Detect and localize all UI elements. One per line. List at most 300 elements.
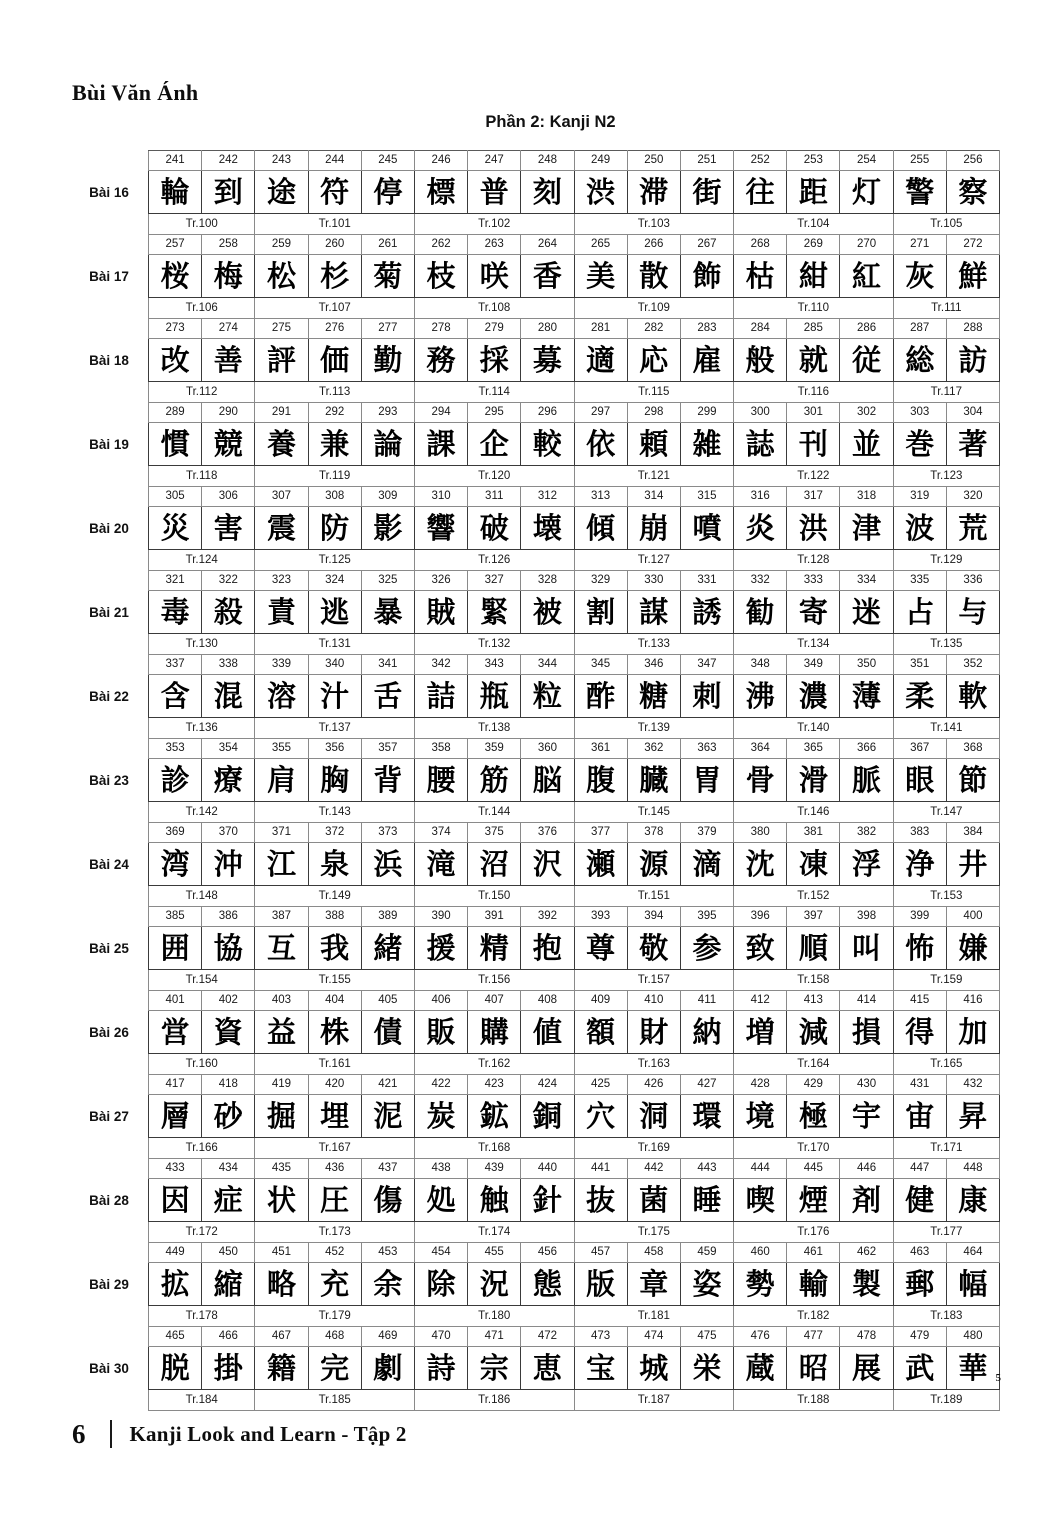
page-ref-cell: Tr.152 <box>734 886 894 907</box>
kanji-character-cell: 菌 <box>627 1179 680 1222</box>
kanji-number-cell: 384 <box>946 823 999 843</box>
kanji-character-cell: 輪 <box>149 171 202 214</box>
lesson-label-spacer <box>70 1138 149 1159</box>
kanji-number-cell: 357 <box>361 739 414 759</box>
number-row <box>70 235 1000 255</box>
page-ref-cell: Tr.103 <box>574 214 734 235</box>
kanji-number-cell: 373 <box>361 823 414 843</box>
kanji-row <box>70 675 1000 718</box>
kanji-character-cell: 責 <box>255 591 308 634</box>
kanji-row <box>70 339 1000 382</box>
kanji-number-cell: 338 <box>202 655 255 675</box>
kanji-number-cell: 297 <box>574 403 627 423</box>
kanji-number-cell: 367 <box>893 739 946 759</box>
kanji-character-cell: 糖 <box>627 675 680 718</box>
kanji-character-cell: 滑 <box>787 759 840 802</box>
kanji-character-cell: 評 <box>255 339 308 382</box>
kanji-character-cell: 就 <box>787 339 840 382</box>
kanji-character-cell: 完 <box>308 1347 361 1390</box>
kanji-number-cell: 295 <box>468 403 521 423</box>
lesson-label-spacer <box>70 550 149 571</box>
kanji-character-cell: 抱 <box>521 927 574 970</box>
author-name: Bùi Văn Ánh <box>72 80 199 105</box>
kanji-number-cell: 248 <box>521 151 574 171</box>
page-ref-cell: Tr.181 <box>574 1306 734 1327</box>
kanji-character-cell: 募 <box>521 339 574 382</box>
kanji-number-cell: 469 <box>361 1327 414 1347</box>
kanji-row <box>70 1347 1000 1390</box>
page-ref-cell: Tr.169 <box>574 1138 734 1159</box>
kanji-number-cell: 398 <box>840 907 893 927</box>
kanji-character-cell: 薄 <box>840 675 893 718</box>
kanji-number-cell: 381 <box>787 823 840 843</box>
kanji-number-cell: 301 <box>787 403 840 423</box>
kanji-character-cell: 噴 <box>680 507 733 550</box>
kanji-character-cell: 肩 <box>255 759 308 802</box>
kanji-character-cell: 誘 <box>680 591 733 634</box>
kanji-number-cell: 243 <box>255 151 308 171</box>
lesson-label-spacer <box>70 718 149 739</box>
kanji-number-cell: 420 <box>308 1075 361 1095</box>
kanji-character-cell: 納 <box>680 1011 733 1054</box>
kanji-character-cell: 企 <box>468 423 521 466</box>
number-row <box>70 1243 1000 1263</box>
kanji-character-cell: 巻 <box>893 423 946 466</box>
kanji-number-cell: 327 <box>468 571 521 591</box>
page-ref-cell: Tr.113 <box>255 382 415 403</box>
kanji-character-cell: 輸 <box>787 1263 840 1306</box>
kanji-character-cell: 圧 <box>308 1179 361 1222</box>
kanji-character-cell: 鉱 <box>468 1095 521 1138</box>
kanji-character-cell: 逃 <box>308 591 361 634</box>
page-ref-row <box>70 634 1000 655</box>
kanji-character-cell: 井 <box>946 843 999 886</box>
kanji-number-cell: 366 <box>840 739 893 759</box>
page-ref-cell: Tr.155 <box>255 970 415 991</box>
page-ref-cell: Tr.101 <box>255 214 415 235</box>
page-ref-cell: Tr.139 <box>574 718 734 739</box>
kanji-character-cell: 臓 <box>627 759 680 802</box>
kanji-number-cell: 282 <box>627 319 680 339</box>
kanji-number-cell: 250 <box>627 151 680 171</box>
page-ref-cell: Tr.146 <box>734 802 894 823</box>
kanji-character-cell: 総 <box>893 339 946 382</box>
kanji-number-cell: 473 <box>574 1327 627 1347</box>
kanji-character-cell: 埋 <box>308 1095 361 1138</box>
kanji-number-cell: 479 <box>893 1327 946 1347</box>
page-ref-cell: Tr.167 <box>255 1138 415 1159</box>
kanji-character-cell: 節 <box>946 759 999 802</box>
kanji-number-cell: 342 <box>414 655 467 675</box>
kanji-character-cell: 察 <box>946 171 999 214</box>
kanji-number-cell: 339 <box>255 655 308 675</box>
page-ref-row <box>70 550 1000 571</box>
kanji-number-cell: 388 <box>308 907 361 927</box>
kanji-row <box>70 1179 1000 1222</box>
kanji-number-cell: 285 <box>787 319 840 339</box>
kanji-character-cell: 従 <box>840 339 893 382</box>
kanji-character-cell: 凍 <box>787 843 840 886</box>
page-ref-cell: Tr.142 <box>149 802 255 823</box>
kanji-number-cell: 291 <box>255 403 308 423</box>
kanji-character-cell: 毒 <box>149 591 202 634</box>
kanji-character-cell: 姿 <box>680 1263 733 1306</box>
kanji-number-cell: 394 <box>627 907 680 927</box>
kanji-number-cell: 466 <box>202 1327 255 1347</box>
kanji-number-cell: 396 <box>734 907 787 927</box>
kanji-number-cell: 330 <box>627 571 680 591</box>
lesson-label: Bài 29 <box>89 1276 129 1292</box>
page-ref-cell: Tr.171 <box>893 1138 999 1159</box>
kanji-character-cell: 華 <box>946 1347 999 1390</box>
page-ref-cell: Tr.124 <box>149 550 255 571</box>
lesson-label-spacer <box>70 1075 149 1095</box>
kanji-number-cell: 462 <box>840 1243 893 1263</box>
kanji-number-cell: 344 <box>521 655 574 675</box>
kanji-number-cell: 395 <box>680 907 733 927</box>
kanji-number-cell: 259 <box>255 235 308 255</box>
lesson-label: Bài 28 <box>89 1192 129 1208</box>
kanji-character-cell: 灯 <box>840 171 893 214</box>
number-row <box>70 823 1000 843</box>
kanji-character-cell: 胸 <box>308 759 361 802</box>
kanji-character-cell: 劇 <box>361 1347 414 1390</box>
kanji-character-cell: 参 <box>680 927 733 970</box>
kanji-number-cell: 449 <box>149 1243 202 1263</box>
kanji-character-cell: 浮 <box>840 843 893 886</box>
kanji-number-cell: 299 <box>680 403 733 423</box>
kanji-number-cell: 429 <box>787 1075 840 1095</box>
page-ref-cell: Tr.132 <box>414 634 574 655</box>
kanji-number-cell: 411 <box>680 991 733 1011</box>
lesson-label: Bài 26 <box>89 1024 129 1040</box>
kanji-number-cell: 430 <box>840 1075 893 1095</box>
page-ref-cell: Tr.182 <box>734 1306 894 1327</box>
kanji-character-cell: 含 <box>149 675 202 718</box>
page-ref-cell: Tr.147 <box>893 802 999 823</box>
kanji-character-cell: 症 <box>202 1179 255 1222</box>
kanji-number-cell: 408 <box>521 991 574 1011</box>
page-ref-cell: Tr.165 <box>893 1054 999 1075</box>
kanji-number-cell: 371 <box>255 823 308 843</box>
footer-book-title: Kanji Look and Learn - Tập 2 <box>129 1421 407 1446</box>
kanji-number-cell: 419 <box>255 1075 308 1095</box>
kanji-number-cell: 376 <box>521 823 574 843</box>
kanji-number-cell: 329 <box>574 571 627 591</box>
kanji-number-cell: 451 <box>255 1243 308 1263</box>
kanji-number-cell: 387 <box>255 907 308 927</box>
kanji-character-cell: 処 <box>414 1179 467 1222</box>
footer-page-number: 6 <box>72 1418 86 1449</box>
page-ref-cell: Tr.166 <box>149 1138 255 1159</box>
lesson-label: Bài 21 <box>89 604 129 620</box>
kanji-number-cell: 427 <box>680 1075 733 1095</box>
lesson-label: Bài 30 <box>89 1360 129 1376</box>
page-ref-cell: Tr.168 <box>414 1138 574 1159</box>
lesson-label-spacer <box>70 214 149 235</box>
lesson-label: Bài 24 <box>89 856 129 872</box>
kanji-number-cell: 412 <box>734 991 787 1011</box>
kanji-number-cell: 460 <box>734 1243 787 1263</box>
kanji-number-cell: 300 <box>734 403 787 423</box>
page-ref-cell: Tr.180 <box>414 1306 574 1327</box>
kanji-character-cell: 炎 <box>734 507 787 550</box>
page-ref-row <box>70 1306 1000 1327</box>
kanji-number-cell: 386 <box>202 907 255 927</box>
kanji-character-cell: 混 <box>202 675 255 718</box>
number-row <box>70 403 1000 423</box>
kanji-character-cell: 環 <box>680 1095 733 1138</box>
page-ref-cell: Tr.141 <box>893 718 999 739</box>
kanji-character-cell: 慣 <box>149 423 202 466</box>
kanji-character-cell: 街 <box>680 171 733 214</box>
kanji-character-cell: 因 <box>149 1179 202 1222</box>
kanji-row <box>70 843 1000 886</box>
kanji-character-cell: 針 <box>521 1179 574 1222</box>
kanji-character-cell: 湾 <box>149 843 202 886</box>
kanji-character-cell: 順 <box>787 927 840 970</box>
kanji-character-cell: 抜 <box>574 1179 627 1222</box>
kanji-number-cell: 266 <box>627 235 680 255</box>
lesson-label-spacer <box>70 1159 149 1179</box>
kanji-character-cell: 傾 <box>574 507 627 550</box>
kanji-character-cell: 応 <box>627 339 680 382</box>
page-ref-cell: Tr.161 <box>255 1054 415 1075</box>
kanji-character-cell: 粒 <box>521 675 574 718</box>
kanji-character-cell: 著 <box>946 423 999 466</box>
kanji-character-cell: 較 <box>521 423 574 466</box>
kanji-character-cell: 喫 <box>734 1179 787 1222</box>
lesson-label-spacer <box>70 1054 149 1075</box>
kanji-character-cell: 散 <box>627 255 680 298</box>
kanji-number-cell: 348 <box>734 655 787 675</box>
number-row <box>70 319 1000 339</box>
kanji-number-cell: 379 <box>680 823 733 843</box>
kanji-character-cell: 得 <box>893 1011 946 1054</box>
footer-divider <box>110 1420 112 1448</box>
kanji-character-cell: 杉 <box>308 255 361 298</box>
kanji-character-cell: 昇 <box>946 1095 999 1138</box>
kanji-character-cell: 破 <box>468 507 521 550</box>
kanji-number-cell: 308 <box>308 487 361 507</box>
kanji-number-cell: 346 <box>627 655 680 675</box>
kanji-character-cell: 沼 <box>468 843 521 886</box>
page-ref-cell: Tr.159 <box>893 970 999 991</box>
lesson-label-spacer <box>70 382 149 403</box>
kanji-number-cell: 402 <box>202 991 255 1011</box>
kanji-character-cell: 滴 <box>680 843 733 886</box>
page-ref-cell: Tr.130 <box>149 634 255 655</box>
kanji-number-cell: 277 <box>361 319 414 339</box>
kanji-character-cell: 嫌 <box>946 927 999 970</box>
kanji-number-cell: 320 <box>946 487 999 507</box>
kanji-number-cell: 383 <box>893 823 946 843</box>
kanji-number-cell: 280 <box>521 319 574 339</box>
lesson-label-spacer <box>70 886 149 907</box>
kanji-number-cell: 401 <box>149 991 202 1011</box>
kanji-character-cell: 値 <box>521 1011 574 1054</box>
page-ref-cell: Tr.116 <box>734 382 894 403</box>
kanji-character-cell: 穴 <box>574 1095 627 1138</box>
lesson-label: Bài 27 <box>89 1108 129 1124</box>
kanji-character-cell: 誌 <box>734 423 787 466</box>
kanji-number-cell: 439 <box>468 1159 521 1179</box>
kanji-character-cell: 寄 <box>787 591 840 634</box>
page-ref-cell: Tr.143 <box>255 802 415 823</box>
kanji-character-cell: 途 <box>255 171 308 214</box>
lesson-label-spacer <box>70 907 149 927</box>
kanji-number-cell: 258 <box>202 235 255 255</box>
kanji-character-cell: 軟 <box>946 675 999 718</box>
number-row <box>70 655 1000 675</box>
kanji-character-cell: 籍 <box>255 1347 308 1390</box>
kanji-number-cell: 480 <box>946 1327 999 1347</box>
lesson-label-spacer <box>70 571 149 591</box>
page-ref-cell: Tr.149 <box>255 886 415 907</box>
kanji-character-cell: 療 <box>202 759 255 802</box>
kanji-character-cell: 採 <box>468 339 521 382</box>
lesson-label-spacer <box>70 151 149 171</box>
kanji-number-cell: 389 <box>361 907 414 927</box>
kanji-number-cell: 440 <box>521 1159 574 1179</box>
kanji-number-cell: 407 <box>468 991 521 1011</box>
page-ref-cell: Tr.112 <box>149 382 255 403</box>
kanji-number-cell: 262 <box>414 235 467 255</box>
kanji-character-cell: 健 <box>893 1179 946 1222</box>
kanji-character-cell: 依 <box>574 423 627 466</box>
kanji-character-cell: 汁 <box>308 675 361 718</box>
kanji-character-cell: 章 <box>627 1263 680 1306</box>
kanji-number-cell: 352 <box>946 655 999 675</box>
page-ref-cell: Tr.153 <box>893 886 999 907</box>
kanji-number-cell: 363 <box>680 739 733 759</box>
page-ref-cell: Tr.148 <box>149 886 255 907</box>
kanji-character-cell: 滞 <box>627 171 680 214</box>
kanji-number-cell: 467 <box>255 1327 308 1347</box>
kanji-number-cell: 458 <box>627 1243 680 1263</box>
kanji-number-cell: 333 <box>787 571 840 591</box>
kanji-character-cell: 眼 <box>893 759 946 802</box>
page-ref-row <box>70 1390 1000 1411</box>
kanji-number-cell: 443 <box>680 1159 733 1179</box>
kanji-index-table-wrapper <box>70 150 1000 1411</box>
lesson-label-spacer <box>70 1306 149 1327</box>
page-ref-cell: Tr.128 <box>734 550 894 571</box>
page-ref-cell: Tr.108 <box>414 298 574 319</box>
page-ref-cell: Tr.154 <box>149 970 255 991</box>
kanji-character-cell: 縮 <box>202 1263 255 1306</box>
page-ref-cell: Tr.183 <box>893 1306 999 1327</box>
kanji-number-cell: 454 <box>414 1243 467 1263</box>
kanji-number-cell: 298 <box>627 403 680 423</box>
kanji-number-cell: 425 <box>574 1075 627 1095</box>
lesson-label-spacer <box>70 235 149 255</box>
page-ref-cell: Tr.187 <box>574 1390 734 1411</box>
lesson-label-spacer <box>70 823 149 843</box>
kanji-character-cell: 刺 <box>680 675 733 718</box>
page-ref-cell: Tr.118 <box>149 466 255 487</box>
kanji-number-cell: 459 <box>680 1243 733 1263</box>
page-ref-cell: Tr.133 <box>574 634 734 655</box>
kanji-number-cell: 448 <box>946 1159 999 1179</box>
kanji-number-cell: 377 <box>574 823 627 843</box>
kanji-character-cell: 販 <box>414 1011 467 1054</box>
page-ref-cell: Tr.186 <box>414 1390 574 1411</box>
kanji-number-cell: 336 <box>946 571 999 591</box>
kanji-row <box>70 759 1000 802</box>
kanji-number-cell: 281 <box>574 319 627 339</box>
kanji-character-cell: 致 <box>734 927 787 970</box>
lesson-label-spacer <box>70 802 149 823</box>
kanji-number-cell: 252 <box>734 151 787 171</box>
page-ref-cell: Tr.164 <box>734 1054 894 1075</box>
page-ref-row <box>70 718 1000 739</box>
kanji-number-cell: 393 <box>574 907 627 927</box>
kanji-number-cell: 468 <box>308 1327 361 1347</box>
kanji-number-cell: 421 <box>361 1075 414 1095</box>
kanji-number-cell: 475 <box>680 1327 733 1347</box>
page-ref-cell: Tr.100 <box>149 214 255 235</box>
kanji-character-cell: 詰 <box>414 675 467 718</box>
kanji-number-cell: 349 <box>787 655 840 675</box>
kanji-character-cell: 改 <box>149 339 202 382</box>
page-ref-row <box>70 382 1000 403</box>
page-ref-cell: Tr.184 <box>149 1390 255 1411</box>
kanji-number-cell: 272 <box>946 235 999 255</box>
kanji-number-cell: 378 <box>627 823 680 843</box>
number-row <box>70 487 1000 507</box>
kanji-number-cell: 249 <box>574 151 627 171</box>
kanji-character-cell: 源 <box>627 843 680 886</box>
kanji-character-cell: 怖 <box>893 927 946 970</box>
kanji-number-cell: 410 <box>627 991 680 1011</box>
kanji-character-cell: 梅 <box>202 255 255 298</box>
kanji-number-cell: 436 <box>308 1159 361 1179</box>
page-ref-cell: Tr.188 <box>734 1390 894 1411</box>
kanji-number-cell: 400 <box>946 907 999 927</box>
kanji-number-cell: 375 <box>468 823 521 843</box>
kanji-number-cell: 317 <box>787 487 840 507</box>
kanji-number-cell: 267 <box>680 235 733 255</box>
page-ref-cell: Tr.151 <box>574 886 734 907</box>
kanji-number-cell: 254 <box>840 151 893 171</box>
number-row <box>70 739 1000 759</box>
page-ref-cell: Tr.119 <box>255 466 415 487</box>
kanji-character-cell: 頼 <box>627 423 680 466</box>
kanji-character-cell: 占 <box>893 591 946 634</box>
lesson-label: Bài 18 <box>89 352 129 368</box>
kanji-character-cell: 咲 <box>468 255 521 298</box>
kanji-character-cell: 充 <box>308 1263 361 1306</box>
kanji-character-cell: 津 <box>840 507 893 550</box>
kanji-number-cell: 428 <box>734 1075 787 1095</box>
lesson-label-spacer <box>70 1222 149 1243</box>
kanji-character-cell: 炭 <box>414 1095 467 1138</box>
kanji-number-cell: 354 <box>202 739 255 759</box>
page-ref-cell: Tr.105 <box>893 214 999 235</box>
kanji-number-cell: 326 <box>414 571 467 591</box>
page-ref-cell: Tr.134 <box>734 634 894 655</box>
page-ref-cell: Tr.174 <box>414 1222 574 1243</box>
kanji-character-cell: 緒 <box>361 927 414 970</box>
kanji-character-cell: 荒 <box>946 507 999 550</box>
kanji-number-cell: 304 <box>946 403 999 423</box>
page-ref-cell: Tr.156 <box>414 970 574 991</box>
kanji-character-cell: 務 <box>414 339 467 382</box>
page-ref-cell: Tr.162 <box>414 1054 574 1075</box>
kanji-character-cell: 郵 <box>893 1263 946 1306</box>
kanji-character-cell: 増 <box>734 1011 787 1054</box>
